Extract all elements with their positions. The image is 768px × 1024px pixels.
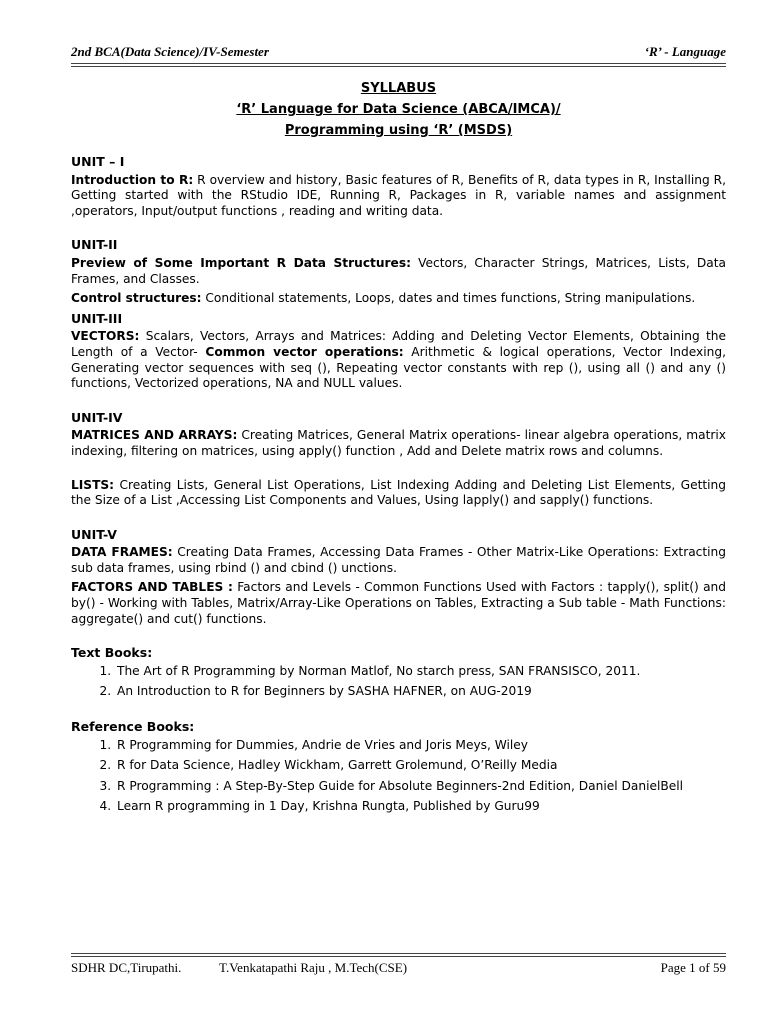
unit-2-data-structures <box>71 256 726 287</box>
syllabus-title <box>71 78 726 141</box>
list-item: 1. R Programming for Dummies, Andrie de Vries and Joris Meys, Wiley <box>115 738 726 754</box>
unit-3-heading: UNIT-III <box>71 310 123 326</box>
unit-1-heading: UNIT – I <box>71 154 125 169</box>
unit-5-df-text: Creating Data Frames, Accessing Data Frames - Other Matrix-Like Operations: Extracting sub data frames, using rbind () and cbind () unctions. <box>71 545 727 575</box>
title-line-3: Programming using ‘R’ (MSDS) <box>284 123 513 138</box>
unit-1-intro-label: Introduction to R: <box>71 172 194 187</box>
list-item: 1. The Art of R Programming by Norman Matlof, No starch press, SAN FRANSISCO, 2011. <box>115 664 726 680</box>
header-rule-thin <box>71 66 726 67</box>
page-footer <box>71 960 726 976</box>
unit-3-vectors <box>71 329 726 391</box>
unit-5-factors-text: Factors and Levels - Common Functions Used with Factors : tapply(), split() and by() - Working with Tables, Matrix/Array-Like Operations on Tables, Extracting a Sub table - Math Functions: aggregate() and cut() functions. <box>71 580 727 626</box>
unit-3-vectors-label: VECTORS: <box>71 329 140 344</box>
unit-4-matrices-label: MATRICES AND ARRAYS: <box>71 428 238 443</box>
list-item: 2. R for Data Science, Hadley Wickham, Garrett Grolemund, O’Reilly Media <box>115 758 726 774</box>
text-books-heading: Text Books: <box>71 645 153 661</box>
unit-2-heading: UNIT-II <box>71 237 118 253</box>
footer-rule <box>71 953 726 954</box>
reference-books-list <box>71 738 726 815</box>
page-header <box>71 44 726 60</box>
title-line-2: ‘R’ Language for Data Science (ABCA/IMCA)/ <box>236 102 561 117</box>
page-number: Page 1 of 59 <box>660 960 726 975</box>
list-item: 3. R Programming : A Step-By-Step Guide for Absolute Beginners-2nd Edition, Daniel DanielBell <box>115 779 726 795</box>
header-rule <box>71 63 726 64</box>
syllabus-content <box>71 154 726 820</box>
header-subject: ‘R’ - Language <box>644 44 726 59</box>
unit-4-heading: UNIT-IV <box>71 409 123 425</box>
footer-rule-thin <box>71 956 726 957</box>
title-line-1: SYLLABUS <box>360 81 437 96</box>
unit-2-control-text: Conditional statements, Loops, dates and times functions, String manipulations. <box>201 291 696 306</box>
unit-4-lists-label: LISTS: <box>71 477 115 492</box>
unit-1-intro <box>71 173 726 220</box>
unit-5-heading: UNIT-V <box>71 526 117 542</box>
unit-4-matrices-text: Creating Matrices, General Matrix operations- linear algebra operations, matrix indexing, filtering on matrices, using apply() function , Add and Delete matrix rows and columns. <box>71 428 726 458</box>
unit-2-control <box>71 291 726 307</box>
unit-3-common-ops-label: Common vector operations: <box>205 344 404 359</box>
reference-books-heading: Reference Books: <box>71 719 195 735</box>
unit-2-control-label: Control structures: <box>71 291 202 306</box>
unit-3-vectors-text-a: Scalars, Vectors, Arrays and Matrices: Adding and Deleting Vector Elements, Obtaining the Length of a Vector- <box>71 329 726 359</box>
footer-author: T.Venkatapathi Raju , M.Tech(CSE) <box>219 960 408 975</box>
unit-4-lists-text: Creating Lists, General List Operations, List Indexing Adding and Deleting List Elements, Getting the Size of a List ,Accessing List Components and Values, Using lapply() and sapply() functions. <box>71 477 726 508</box>
footer-college: SDHR DC,Tirupathi. <box>71 960 182 975</box>
text-books-list <box>71 664 726 700</box>
list-item: 2. An Introduction to R for Beginners by SASHA HAFNER, on AUG-2019 <box>115 684 726 700</box>
unit-1-intro-text: R overview and history, Basic features of R, Benefits of R, data types in R, Installing R, Getting started with the RStudio IDE, Running R, Packages in R, variable names and assignment ,operators, Input/output functions , reading and writing data. <box>71 172 726 218</box>
unit-4-lists <box>71 478 726 509</box>
unit-2-ds-text: Vectors, Character Strings, Matrices, Lists, Data Frames, and Classes. <box>71 255 727 286</box>
unit-5-factors <box>71 580 726 627</box>
header-course: 2nd BCA(Data Science)/IV-Semester <box>71 44 269 59</box>
list-item: 4. Learn R programming in 1 Day, Krishna Rungta, Published by Guru99 <box>115 799 726 815</box>
unit-5-df-label: DATA FRAMES: <box>71 545 173 560</box>
unit-5-factors-label: FACTORS AND TABLES : <box>71 580 233 595</box>
unit-2-ds-label: Preview of Some Important R Data Structures: <box>71 255 411 270</box>
unit-4-matrices <box>71 428 726 459</box>
unit-5-data-frames <box>71 545 726 576</box>
unit-3-vectors-text-b: Arithmetic & logical operations, Vector Indexing, Generating vector sequences with seq (), Repeating vector constants with rep (), using all () and any () functions, Vectorized operations, NA and NULL values. <box>71 344 726 391</box>
